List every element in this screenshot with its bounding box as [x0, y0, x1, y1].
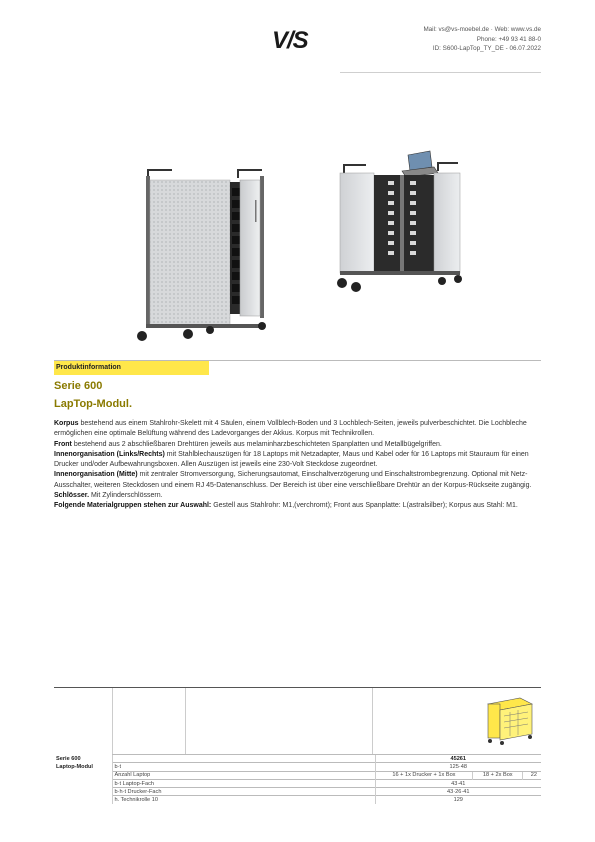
description-text: bestehend aus 2 abschließbaren Drehtüren jeweils aus melaminharzbeschichteten Spanplatten und Metallbügelgriffen.	[71, 440, 442, 448]
series-title: Serie 600	[54, 380, 103, 392]
series-cell: Serie 600	[56, 755, 81, 762]
series-cell-empty	[54, 796, 112, 804]
contact-phone: Phone: +49 93 41 88-0	[476, 35, 541, 43]
table-column-divider	[112, 688, 113, 754]
table-column-divider	[185, 688, 186, 754]
contact-mail-web: Mail: vs@vs-moebel.de · Web: www.vs.de	[423, 26, 541, 33]
brand-logo: V/S	[272, 27, 308, 54]
model-title: LapTop-Modul.	[54, 398, 132, 410]
description-front	[54, 440, 546, 450]
document-id: ID: S600-LapTop_TY_DE - 06.07.2022	[432, 45, 541, 53]
series-cell-empty	[54, 771, 112, 779]
description-materials	[54, 501, 546, 511]
label-cell: b·h·t Drucker-Fach	[112, 788, 375, 796]
product-photo-cabinet-side	[128, 164, 278, 346]
description-korpus	[54, 419, 546, 440]
description-heading: Innenorganisation (Mitte)	[54, 471, 138, 479]
product-description	[54, 419, 546, 512]
table-row	[54, 788, 541, 796]
description-interior-sides	[54, 450, 546, 471]
label-cell: h. Technikrolle 10	[112, 796, 375, 804]
label-cell	[112, 755, 375, 763]
table-row	[54, 755, 541, 763]
spec-table	[54, 754, 541, 804]
description-text: bestehend aus einem Stahlrohr-Skelett mit 4 Säulen, einem Vollblech-Boden und 3 Lochblech-Seiten, jeweils pulverbeschichtet. Die Lochbleche ermöglichen eine optimale Belüftung während des Ladevorganges der Akkus. Korpus mit Technikrollen.	[54, 420, 527, 438]
value-cell: 18 + 2x Box	[473, 771, 523, 779]
description-heading: Front	[54, 440, 72, 448]
description-heading: Korpus	[54, 420, 79, 427]
value-cell: 16 + 1x Drucker + 1x Box	[375, 771, 473, 779]
article-number: 45261	[375, 755, 541, 763]
series-cell-empty	[54, 779, 112, 787]
value-cell: 43·26·41	[375, 788, 541, 796]
table-column-divider	[372, 688, 373, 754]
description-text: mit zentraler Stromversorgung, Sicherungsautomat, Einschaltverzögerung und Einschaltstrombegrenzung. Optional mit Netz-Ausschalter, weiteren Steckdosen und einem RJ 45-Datenanschluss. Der Bereich ist über eine verschließbare Drehtür an der Korpus-Rückseite zugängig.	[54, 471, 532, 489]
table-top-rule	[54, 687, 541, 688]
table-row	[54, 796, 541, 804]
model-cell: Laptop-Modul	[56, 763, 93, 770]
label-cell: b·t	[112, 763, 375, 771]
description-locks	[54, 491, 546, 501]
description-text: mit Stahlblechauszügen für 18 Laptops mit Netzadapter, Maus und Kabel oder für 16 Laptops mit Stauraum für einen Drucker und/oder Aufbewahrungsboxen. Allen Auszügen ist jeweils eine 230-Volt Steckdose zugeordnet.	[54, 450, 529, 469]
value-cell: 22	[523, 771, 541, 779]
description-heading: Schlösser.	[54, 492, 90, 500]
series-cell-empty	[54, 788, 112, 796]
contact-info	[423, 25, 541, 54]
product-thumbnail-drawing	[480, 690, 540, 748]
section-label: Produktinformation	[54, 361, 209, 375]
table-row	[54, 771, 541, 779]
description-heading: Innenorganisation (Links/Rechts)	[54, 450, 165, 458]
label-cell: b·t Laptop-Fach	[112, 779, 375, 787]
description-heading: Folgende Materialgruppen stehen zur Auswahl:	[54, 502, 212, 510]
value-cell: 125·48	[375, 763, 541, 771]
value-cell: 129	[375, 796, 541, 804]
label-cell: Anzahl Laptop	[112, 771, 375, 779]
value-cell: 43·41	[375, 779, 541, 787]
table-row	[54, 763, 541, 771]
description-text: Gestell aus Stahlrohr: M1,(verchromt); Front aus Spanplatte: L(astralsilber); Korpus aus Stahl: M1.	[211, 502, 518, 510]
table-row	[54, 779, 541, 787]
description-text: Mit Zylinderschlössern.	[89, 492, 163, 500]
product-photo-cabinet-open	[330, 145, 470, 293]
description-interior-middle	[54, 470, 546, 491]
header-divider	[340, 72, 541, 73]
